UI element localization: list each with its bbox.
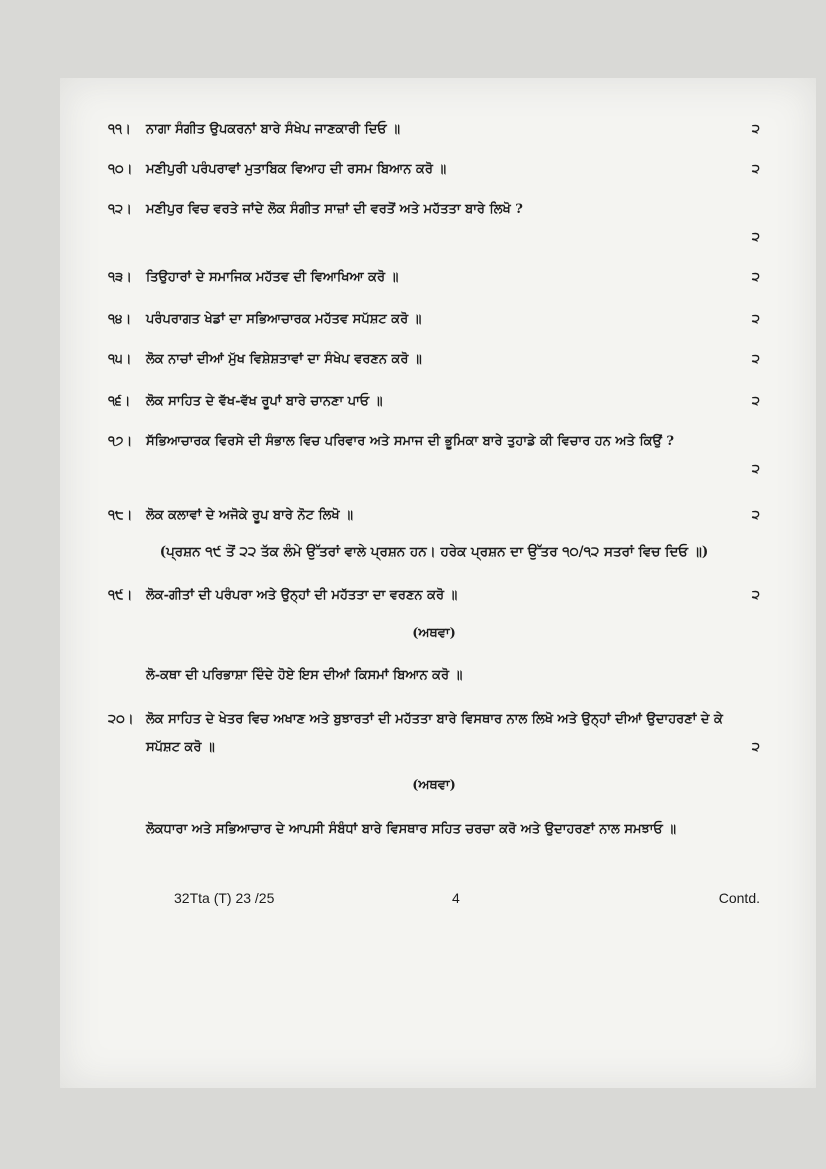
question-number: ੨੦। — [108, 712, 134, 727]
question-marks: ੨ — [751, 508, 760, 523]
question-marks: ੨ — [751, 230, 760, 245]
paper-code: 32Tta (T) 23 /25 — [174, 890, 275, 906]
question-marks: ੨ — [751, 312, 760, 327]
question-marks: ੨ — [751, 740, 760, 755]
question-number: ੧੦। — [108, 162, 133, 177]
question-text: ਮਣੀਪੁਰੀ ਪਰੰਪਰਾਵਾਂ ਮੁਤਾਬਿਕ ਵਿਆਹ ਦੀ ਰਸਮ ਬਿਆਨ ਕਰੋ ॥ — [146, 162, 447, 177]
question-marks: ੨ — [751, 588, 760, 603]
question-number: ੧੫। — [108, 352, 132, 367]
question-text: ਪਰੰਪਰਾਗਤ ਖੇਡਾਂ ਦਾ ਸਭਿਆਚਾਰਕ ਮਹੱਤਵ ਸਪੱਸ਼ਟ ਕਰੋ ॥ — [146, 312, 422, 327]
question-number: ੧੮। — [108, 508, 133, 523]
question-number: ੧੧। — [108, 122, 131, 137]
question-marks: ੨ — [751, 162, 760, 177]
question-text: ਲੋਕ ਸਾਹਿਤ ਦੇ ਖੇਤਰ ਵਿਚ ਅਖਾਣ ਅਤੇ ਬੁਝਾਰਤਾਂ ਦੀ ਮਹੱਤਤਾ ਬਾਰੇ ਵਿਸਥਾਰ ਨਾਲ ਲਿਖੋ ਅਤੇ ਉਨ੍ਹਾਂ ਦੀਆਂ ਉਦਾਹਰਣਾਂ ਦੇ ਕੇ ਸਪੱਸ਼ਟ ਕਰੋ ॥ — [146, 712, 723, 755]
question-number: ੧੬। — [108, 394, 131, 409]
section-instruction: (ਪ੍ਰਸ਼ਨ ੧੯ ਤੋਂ ੨੨ ਤੱਕ ਲੰਮੇ ਉੱਤਰਾਂ ਵਾਲੇ ਪ੍ਰਸ਼ਨ ਹਨ। ਹਰੇਕ ਪ੍ਰਸ਼ਨ ਦਾ ਉੱਤਰ ੧੦/੧੨ ਸਤਰਾਂ ਵਿਚ ਦਿਓ ॥) — [159, 544, 709, 560]
question-text: ਲੋਕ ਨਾਚਾਂ ਦੀਆਂ ਮੁੱਖ ਵਿਸ਼ੇਸ਼ਤਾਵਾਂ ਦਾ ਸੰਖੇਪ ਵਰਣਨ ਕਰੋ ॥ — [146, 352, 422, 367]
question-text: ਲੋਕ ਕਲਾਵਾਂ ਦੇ ਅਜੋਕੇ ਰੂਪ ਬਾਰੇ ਨੋਟ ਲਿਖੋ ॥ — [146, 508, 353, 523]
question-marks: ੨ — [751, 352, 760, 367]
question-text: ਲੋਕ-ਗੀਤਾਂ ਦੀ ਪਰੰਪਰਾ ਅਤੇ ਉਨ੍ਹਾਂ ਦੀ ਮਹੱਤਤਾ ਦਾ ਵਰਣਨ ਕਰੋ ॥ — [146, 588, 458, 603]
question-marks: ੨ — [751, 122, 760, 137]
question-text: ਸੱਭਿਆਚਾਰਕ ਵਿਰਸੇ ਦੀ ਸੰਭਾਲ ਵਿਚ ਪਰਿਵਾਰ ਅਤੇ ਸਮਾਜ ਦੀ ਭੂਮਿਕਾ ਬਾਰੇ ਤੁਹਾਡੇ ਕੀ ਵਿਚਾਰ ਹਨ ਅਤੇ ਕਿਉਂ ? — [146, 434, 675, 449]
question-marks: ੨ — [751, 270, 760, 285]
alternative-question: ਲੋ-ਕਥਾ ਦੀ ਪਰਿਭਾਸ਼ਾ ਦਿੰਦੇ ਹੋਏ ਇਸ ਦੀਆਂ ਕਿਸਮਾਂ ਬਿਆਨ ਕਰੋ ॥ — [146, 668, 463, 683]
question-number: ੧੭। — [108, 434, 133, 449]
question-text: ਤਿਉਹਾਰਾਂ ਦੇ ਸਮਾਜਿਕ ਮਹੱਤਵ ਦੀ ਵਿਆਖਿਆ ਕਰੋ ॥ — [146, 270, 399, 285]
question-text: ਮਣੀਪੁਰ ਵਿਚ ਵਰਤੇ ਜਾਂਦੇ ਲੋਕ ਸੰਗੀਤ ਸਾਜ਼ਾਂ ਦੀ ਵਰਤੋਂ ਅਤੇ ਮਹੱਤਤਾ ਬਾਰੇ ਲਿਖੋ ? — [146, 202, 523, 217]
continued-label: Contd. — [718, 890, 760, 906]
question-number: ੧੪। — [108, 312, 132, 327]
question-marks: ੨ — [751, 462, 760, 477]
question-number: ੧੯। — [108, 588, 133, 603]
question-marks: ੨ — [751, 394, 760, 409]
alternative-question: ਲੋਕਧਾਰਾ ਅਤੇ ਸਭਿਆਚਾਰ ਦੇ ਆਪਸੀ ਸੰਬੰਧਾਂ ਬਾਰੇ ਵਿਸਥਾਰ ਸਹਿਤ ਚਰਚਾ ਕਰੋ ਅਤੇ ਉਦਾਹਰਣਾਂ ਨਾਲ ਸਮਝਾਓ ॥ — [146, 822, 677, 837]
question-number: ੧੩। — [108, 270, 132, 285]
page-number: 4 — [452, 890, 460, 906]
question-number: ੧੨। — [108, 202, 132, 217]
question-text: ਲੋਕ ਸਾਹਿਤ ਦੇ ਵੱਖ-ਵੱਖ ਰੂਪਾਂ ਬਾਰੇ ਚਾਨਣਾ ਪਾਓ ॥ — [146, 394, 383, 409]
or-divider: (ਅਥਵਾ) — [412, 778, 456, 793]
or-divider: (ਅਥਵਾ) — [412, 626, 456, 641]
question-text: ਨਾਗਾ ਸੰਗੀਤ ਉਪਕਰਨਾਂ ਬਾਰੇ ਸੰਖੇਪ ਜਾਣਕਾਰੀ ਦਿਓ ॥ — [146, 122, 401, 137]
